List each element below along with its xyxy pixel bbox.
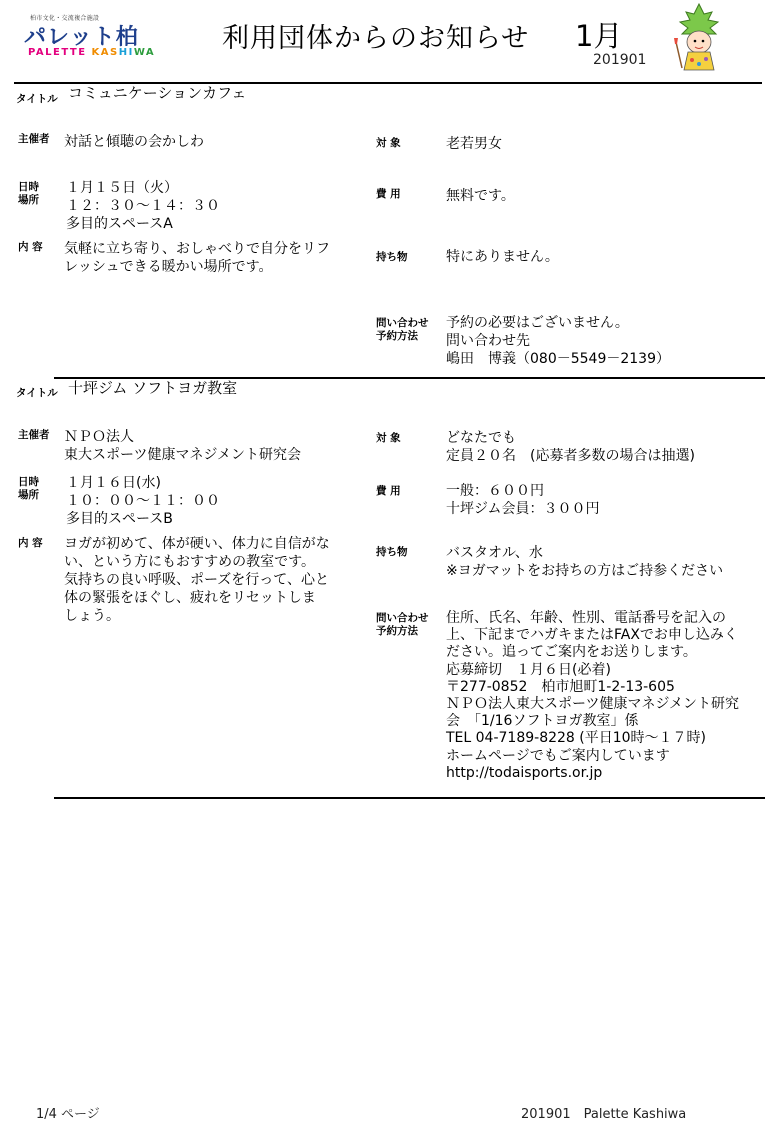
- event-2-target: どなたでも 定員２０名 (応募者多数の場合は抽選): [446, 430, 695, 464]
- event-1-content: 気軽に立ち寄り、おしゃべりで自分をリフ レッシュできる暖かい場所です。: [64, 241, 330, 275]
- logo-romaji-part-4: WA: [133, 47, 156, 58]
- event-1-datetime-label-1: 日時: [18, 181, 39, 193]
- page-title: 利用団体からのお知らせ: [222, 23, 530, 54]
- event-2-datetime-label-2: 場所: [18, 489, 39, 501]
- event-1-bring-label: 持ち物: [376, 251, 408, 263]
- event-2-organizer-label: 主催者: [18, 429, 50, 441]
- event-1-organizer: 対話と傾聴の会かしわ: [64, 134, 204, 150]
- logo-romaji-part-1: PALETTE: [28, 47, 87, 58]
- event-2-inquiry: 住所、氏名、年齢、性別、電話番号を記入の 上、下記までハガキまたはFAXでお申し込みく ださい。追ってご案内をお送りします。 応募締切 １月６日(必着) 〒277-0852 柏市旭町1-2-13-605 ＮＰＯ法人東大スポーツ健康マネジメント研究 会 「1/16ソフトヨガ教室」係 TEL 04-7189-8228 (平日10時～１７時) ホームページでもご案内しています http://todaisports.or.jp: [446, 610, 740, 781]
- event-2-inquiry-label-2: 予約方法: [376, 625, 418, 637]
- event-1-content-label: 内 容: [18, 241, 43, 253]
- event-1-title-label: タイトル: [16, 93, 58, 105]
- logo-name: パレット柏: [24, 25, 139, 50]
- event-2-bring: バスタオル、水 ※ヨガマットをお持ちの方はご持参ください: [446, 545, 724, 579]
- event-1-target: 老若男女: [446, 136, 502, 152]
- event-2-bring-label: 持ち物: [376, 546, 408, 558]
- event-2-content: ヨガが初めて、体が硬い、体力に自信がな い、という方にもおすすめの教室です。 気持ちの良い呼吸、ポーズを行って、心と 体の緊張をほぐし、疲れをリセットしま しょう。: [64, 536, 330, 624]
- event-1-datetime-label-2: 場所: [18, 194, 39, 206]
- event-1-bring: 特にありません。: [446, 249, 559, 265]
- event-2-title-label: タイトル: [16, 387, 58, 399]
- event-2-inquiry-label-1: 問い合わせ: [376, 612, 429, 624]
- event-2-target-label: 対 象: [376, 432, 401, 444]
- event-2-divider: [54, 797, 765, 799]
- event-2-datetime-label-1: 日時: [18, 476, 39, 488]
- footer-right: 201901 Palette Kashiwa: [521, 1107, 687, 1122]
- logo-tagline: 柏市文化・交流複合施設: [30, 15, 100, 22]
- event-1-title: コミュニケーションカフェ: [68, 84, 247, 102]
- event-2-title: 十坪ジム ソフトヨガ教室: [68, 379, 238, 397]
- footer-page-number: 1/4 ページ: [36, 1107, 100, 1122]
- event-1-inquiry-label-2: 予約方法: [376, 330, 418, 342]
- event-2-fee: 一般：６００円 十坪ジム会員：３００円: [446, 483, 600, 517]
- event-2-fee-label: 費 用: [376, 485, 401, 497]
- mascot-icon: [668, 2, 730, 74]
- logo-romaji-part-2: KAS: [91, 47, 119, 58]
- event-1-inquiry-label-1: 問い合わせ: [376, 317, 429, 329]
- page-month: 1月: [575, 19, 623, 53]
- event-2-datetime: １月１６日(水) １０：００～１１：００ 多目的スペースB: [66, 475, 220, 527]
- logo-romaji: [28, 47, 155, 58]
- event-1-datetime: １月１５日（火） １２：３０～１４：３０ 多目的スペースA: [66, 180, 220, 232]
- page-date-code: 201901: [593, 52, 647, 68]
- event-2-content-label: 内 容: [18, 537, 43, 549]
- event-2-organizer: ＮＰＯ法人 東大スポーツ健康マネジメント研究会: [64, 429, 302, 463]
- event-1-organizer-label: 主催者: [18, 133, 50, 145]
- event-1-inquiry: 予約の必要はございません。 問い合わせ先 嶋田 博義（080－5549－2139）: [446, 315, 670, 367]
- logo-romaji-part-3: HI: [118, 47, 134, 58]
- event-1-target-label: 対 象: [376, 137, 401, 149]
- event-1-fee: 無料です。: [446, 188, 515, 204]
- event-1-fee-label: 費 用: [376, 188, 401, 200]
